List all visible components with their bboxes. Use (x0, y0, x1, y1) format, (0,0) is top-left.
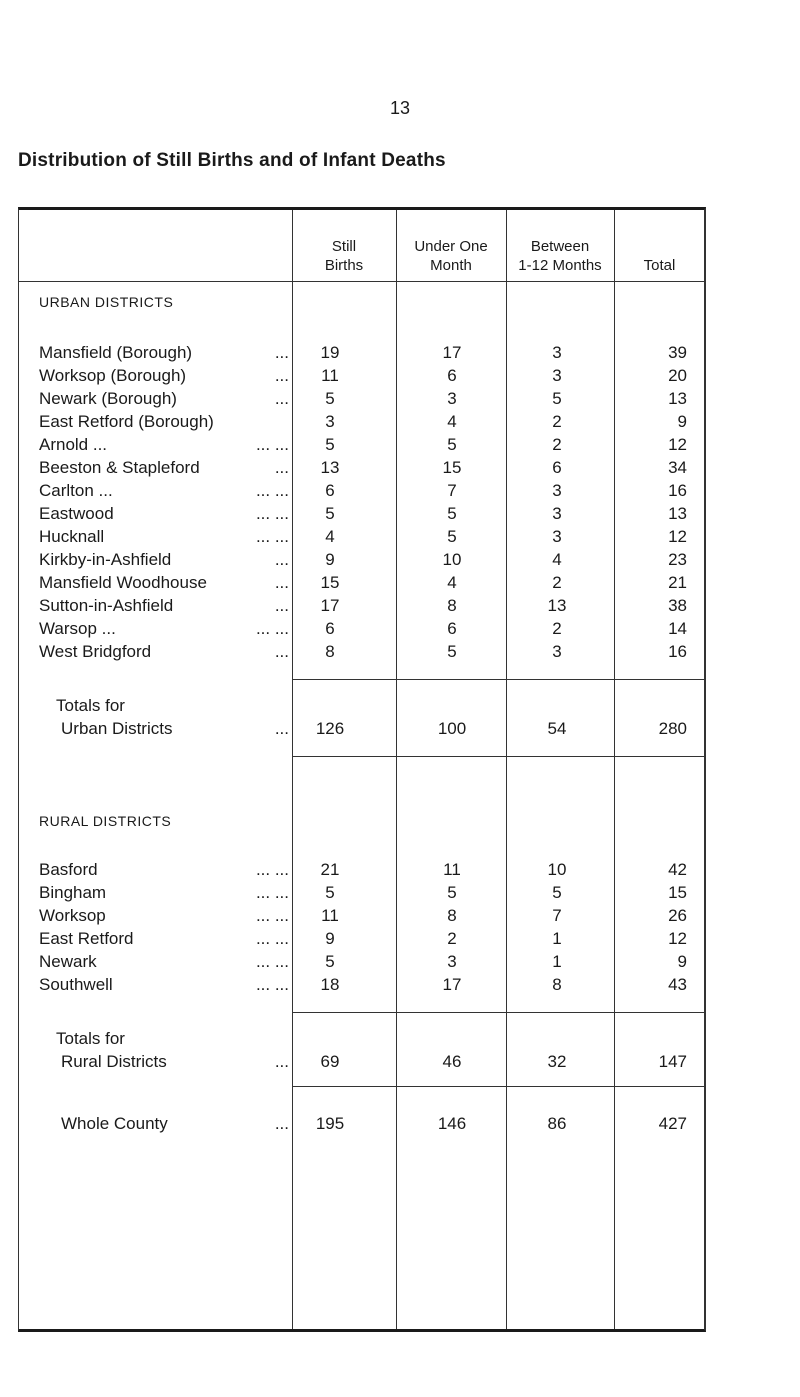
total-value: 26 (668, 906, 687, 925)
rural-totals-label-line2: Rural Districts (61, 1052, 167, 1071)
between-value: 3 (552, 366, 562, 385)
table-row (19, 411, 704, 433)
still-births-value: 8 (325, 642, 335, 661)
header-total: Total (643, 257, 676, 274)
district-name: Newark (Borough) (39, 389, 177, 408)
total-value: 43 (668, 975, 687, 994)
under-one-month-value: 11 (443, 860, 461, 879)
total-value: 34 (668, 458, 687, 477)
table-row (19, 549, 704, 571)
table-row (19, 595, 704, 617)
leader-dots: ... ... (255, 435, 289, 454)
between-value: 10 (547, 860, 567, 879)
still-births-value: 19 (320, 343, 340, 362)
still-births-value: 5 (325, 504, 335, 523)
total-value: 21 (668, 573, 687, 592)
table-row (19, 388, 704, 410)
leader-dots: ... (274, 366, 289, 385)
district-name: Mansfield Woodhouse (39, 573, 207, 592)
leader-dots: ... (274, 1114, 289, 1133)
total-value: 38 (668, 596, 687, 615)
table-row (19, 618, 704, 640)
still-births-value: 6 (325, 481, 335, 500)
urban-totals-label-line2: Urban Districts (61, 719, 173, 738)
table-row (19, 342, 704, 364)
under-one-month-value: 8 (447, 596, 457, 615)
leader-dots: ... (274, 389, 289, 408)
between-value: 1 (552, 929, 562, 948)
table-row (19, 457, 704, 479)
district-name: Carlton ... (39, 481, 113, 500)
between-value: 8 (552, 975, 562, 994)
leader-dots: ... ... (255, 952, 289, 971)
rural-totals-label-line1: Totals for (56, 1029, 125, 1048)
still-births-value: 18 (320, 975, 340, 994)
leader-dots: ... (274, 642, 289, 661)
total-value: 42 (668, 860, 687, 879)
between-value: 6 (552, 458, 562, 477)
between-value: 3 (552, 481, 562, 500)
table-row (19, 480, 704, 502)
table-row (19, 503, 704, 525)
under-one-month-value: 6 (447, 619, 457, 638)
between-value: 5 (552, 883, 562, 902)
between-value: 2 (552, 573, 562, 592)
leader-dots: ... (274, 719, 289, 738)
total-value: 12 (668, 527, 687, 546)
between-value: 3 (552, 642, 562, 661)
header-rule (19, 281, 704, 282)
between-value: 4 (552, 550, 562, 569)
subtotal-rule (292, 679, 704, 680)
still-births-value: 9 (325, 550, 335, 569)
district-name: Mansfield (Borough) (39, 343, 193, 362)
under-one-month-value: 4 (447, 412, 457, 431)
table-row (19, 641, 704, 663)
still-births-value: 3 (325, 412, 335, 431)
district-name: Southwell (39, 975, 113, 994)
leader-dots: ... (274, 1052, 289, 1071)
district-name: Kirkby-in-Ashfield (39, 550, 172, 569)
between-value: 2 (552, 435, 562, 454)
district-name: Worksop (Borough) (39, 366, 187, 385)
still-births-value: 13 (320, 458, 340, 477)
between-value: 2 (552, 619, 562, 638)
under-one-month-value: 4 (447, 573, 457, 592)
still-births-value: 5 (325, 389, 335, 408)
header-between-line2: 1-12 Months (518, 257, 602, 274)
leader-dots: ... ... (255, 906, 289, 925)
still-births-value: 9 (325, 929, 335, 948)
leader-dots: ... (274, 343, 289, 362)
still-births-total: 69 (320, 1052, 340, 1071)
rural-totals-row (19, 1051, 704, 1073)
under-one-month-value: 5 (447, 504, 457, 523)
header-between-line1: Between (530, 238, 590, 255)
page-number: 13 (389, 98, 411, 118)
still-births-total: 195 (315, 1114, 345, 1133)
still-births-value: 4 (325, 527, 335, 546)
under-one-month-value: 5 (447, 642, 457, 661)
table-row (19, 434, 704, 456)
still-births-value: 5 (325, 435, 335, 454)
between-value: 2 (552, 412, 562, 431)
total-value: 16 (668, 481, 687, 500)
total-value: 16 (668, 642, 687, 661)
district-name: East Retford (39, 929, 134, 948)
total-value: 14 (668, 619, 687, 638)
leader-dots: ... (274, 573, 289, 592)
leader-dots: ... ... (255, 527, 289, 546)
district-name: Sutton-in-Ashfield (39, 596, 174, 615)
between-total: 54 (547, 719, 567, 738)
leader-dots: ... (274, 596, 289, 615)
leader-dots: ... ... (255, 975, 289, 994)
total-value: 15 (668, 883, 687, 902)
leader-dots: ... ... (255, 883, 289, 902)
between-total: 86 (547, 1114, 567, 1133)
still-births-value: 21 (320, 860, 340, 879)
still-births-value: 11 (321, 366, 339, 385)
page-title: Distribution of Still Births and of Infant Deaths (18, 150, 446, 171)
table-row (19, 951, 704, 973)
district-name: Worksop (39, 906, 106, 925)
whole-county-row (19, 1113, 704, 1135)
still-births-total: 126 (315, 719, 345, 738)
header-still-births-line2: Births (324, 257, 364, 274)
header-still-births-line1: Still (331, 238, 357, 255)
under-one-month-value: 7 (447, 481, 457, 500)
total-value: 13 (668, 504, 687, 523)
table-row (19, 526, 704, 548)
between-value: 1 (552, 952, 562, 971)
table-row (19, 928, 704, 950)
under-one-month-value: 17 (442, 343, 462, 362)
district-name: Bingham (39, 883, 107, 902)
leader-dots: ... ... (255, 481, 289, 500)
under-one-month-value: 17 (442, 975, 462, 994)
subtotal-rule (292, 1086, 704, 1087)
district-name: West Bridgford (39, 642, 152, 661)
district-name: Newark (39, 952, 97, 971)
leader-dots: ... (274, 458, 289, 477)
district-name: Beeston & Stapleford (39, 458, 200, 477)
still-births-value: 15 (320, 573, 340, 592)
total-value: 20 (668, 366, 687, 385)
header-still-births (292, 237, 396, 275)
table-row (19, 905, 704, 927)
leader-dots: ... (274, 550, 289, 569)
district-name: East Retford (Borough) (39, 412, 214, 431)
total-value: 9 (677, 952, 687, 971)
section-heading-urban: URBAN DISTRICTS (39, 294, 174, 310)
header-under-one-month (396, 237, 506, 275)
total-value: 12 (668, 929, 687, 948)
total-value: 12 (668, 435, 687, 454)
total-value: 9 (677, 412, 687, 431)
grand-total: 427 (658, 1114, 687, 1133)
between-value: 3 (552, 343, 562, 362)
district-name: Hucknall (39, 527, 105, 546)
district-name: Basford (39, 860, 98, 879)
leader-dots: ... ... (255, 860, 289, 879)
total-value: 39 (668, 343, 687, 362)
subtotal-rule (292, 756, 704, 757)
still-births-value: 5 (325, 952, 335, 971)
statistics-table (18, 207, 706, 1332)
total-value: 23 (668, 550, 687, 569)
under-one-month-total: 46 (442, 1052, 462, 1071)
table-row (19, 974, 704, 996)
district-name: Arnold ... (39, 435, 108, 454)
under-one-month-value: 5 (447, 527, 457, 546)
under-one-month-value: 8 (447, 906, 457, 925)
grand-total: 147 (658, 1052, 687, 1071)
district-name: Eastwood (39, 504, 114, 523)
under-one-month-value: 10 (442, 550, 462, 569)
still-births-value: 5 (325, 883, 335, 902)
between-value: 5 (552, 389, 562, 408)
table-row (19, 572, 704, 594)
under-one-month-total: 146 (437, 1114, 467, 1133)
urban-totals-row (19, 718, 704, 740)
under-one-month-value: 5 (447, 883, 457, 902)
still-births-value: 17 (320, 596, 340, 615)
under-one-month-value: 6 (447, 366, 457, 385)
under-one-month-value: 3 (447, 952, 457, 971)
between-total: 32 (547, 1052, 567, 1071)
leader-dots: ... ... (255, 619, 289, 638)
between-value: 13 (547, 596, 567, 615)
between-value: 3 (552, 504, 562, 523)
still-births-value: 11 (321, 906, 339, 925)
between-value: 7 (552, 906, 562, 925)
table-row (19, 859, 704, 881)
leader-dots: ... ... (255, 504, 289, 523)
still-births-value: 6 (325, 619, 335, 638)
header-under-one-month-line1: Under One (414, 238, 488, 255)
under-one-month-value: 2 (447, 929, 457, 948)
table-row (19, 882, 704, 904)
between-value: 3 (552, 527, 562, 546)
under-one-month-value: 3 (447, 389, 457, 408)
urban-totals-label-line1: Totals for (56, 696, 125, 715)
section-heading-rural: RURAL DISTRICTS (39, 813, 172, 829)
whole-county-label: Whole County (61, 1114, 168, 1133)
header-between (506, 237, 614, 275)
grand-total: 280 (658, 719, 687, 738)
under-one-month-total: 100 (437, 719, 467, 738)
district-name: Warsop ... (39, 619, 116, 638)
header-under-one-month-line2: Month (430, 257, 472, 274)
under-one-month-value: 15 (442, 458, 462, 477)
leader-dots: ... ... (255, 929, 289, 948)
total-value: 13 (668, 389, 687, 408)
subtotal-rule (292, 1012, 704, 1013)
under-one-month-value: 5 (447, 435, 457, 454)
table-row (19, 365, 704, 387)
